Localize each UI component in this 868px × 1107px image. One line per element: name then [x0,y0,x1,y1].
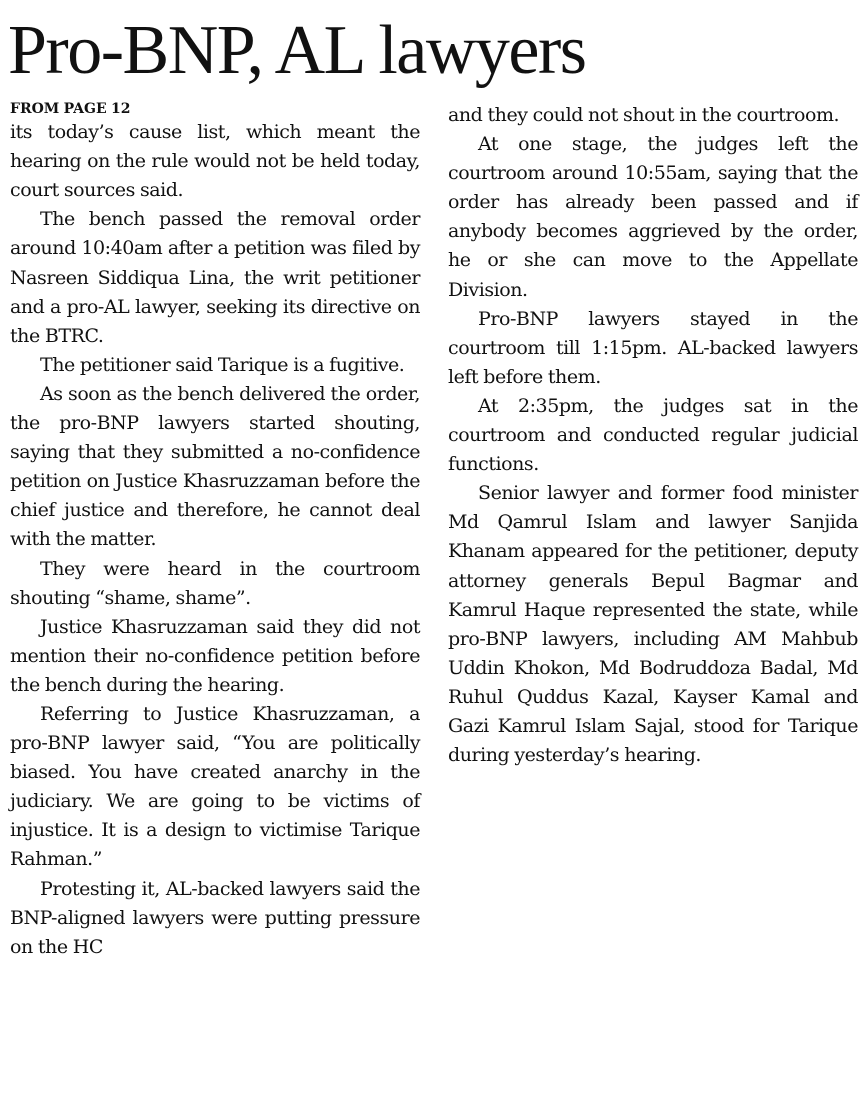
paragraph: At 2:35pm, the judges sat in the courtroom and conducted regular judicial functions. [448,394,858,476]
paragraph: Protesting it, AL-backed lawyers said the BNP-aligned lawyers were putting pressure on the HC [10,877,420,958]
right-column [448,101,858,770]
paragraph: Pro-BNP lawyers stayed in the courtroom till 1:15pm. AL-backed lawyers left before them. [448,307,858,388]
paragraph: its today’s cause list, which meant the hearing on the rule would not be held today, court sources said. [10,121,420,202]
paragraph: They were heard in the courtroom shouting “shame, shame”. [10,557,420,609]
paragraph: Referring to Justice Khasruzzaman, a pro-BNP lawyer said, “You are politically biased. You have created anarchy in the judiciary. We are going to be victims of injustice. It is a design to victimise Tarique Rahman.” [10,702,420,871]
headline: Pro-BNP, AL lawyers [8,12,586,89]
paragraph: The petitioner said Tarique is a fugitive. [40,353,405,376]
paragraph: and they could not shout in the courtroom. [448,104,840,126]
paragraph: Senior lawyer and former food minister Md Qamrul Islam and lawyer Sanjida Khanam appeared for the petitioner, deputy attorney generals Bepul Bagmar and Kamrul Haque represented the state, while pro-BNP lawyers, including AM Mahbub Uddin Khokon, Md Bodruddoza Badal, Md Ruhul Quddus Kazal, Kayser Kamal and Gazi Kamrul Islam Sajal, stood for Tarique during yesterday’s hearing. [448,482,858,767]
paragraph: As soon as the bench delivered the order, the pro-BNP lawyers started shouting, saying that they submitted a no-confidence petition on Justice Khasruzzaman before the chief justice and therefore, he cannot deal with the matter. [10,382,420,551]
paragraph: At one stage, the judges left the courtroom around 10:55am, saying that the order has already been passed and if anybody becomes aggrieved by the order, he or she can move to the Appellate Division. [448,133,858,301]
paragraph: Justice Khasruzzaman said they did not mention their no-confidence petition before the bench during the hearing. [10,615,420,696]
paragraph: The bench passed the removal order around 10:40am after a petition was filed by Nasreen Siddiqua Lina, the writ petitioner and a pro-AL lawyer, seeking its directive on the BTRC. [10,208,420,347]
left-column [10,101,420,962]
jump-line: FROM PAGE 12 [10,101,131,117]
